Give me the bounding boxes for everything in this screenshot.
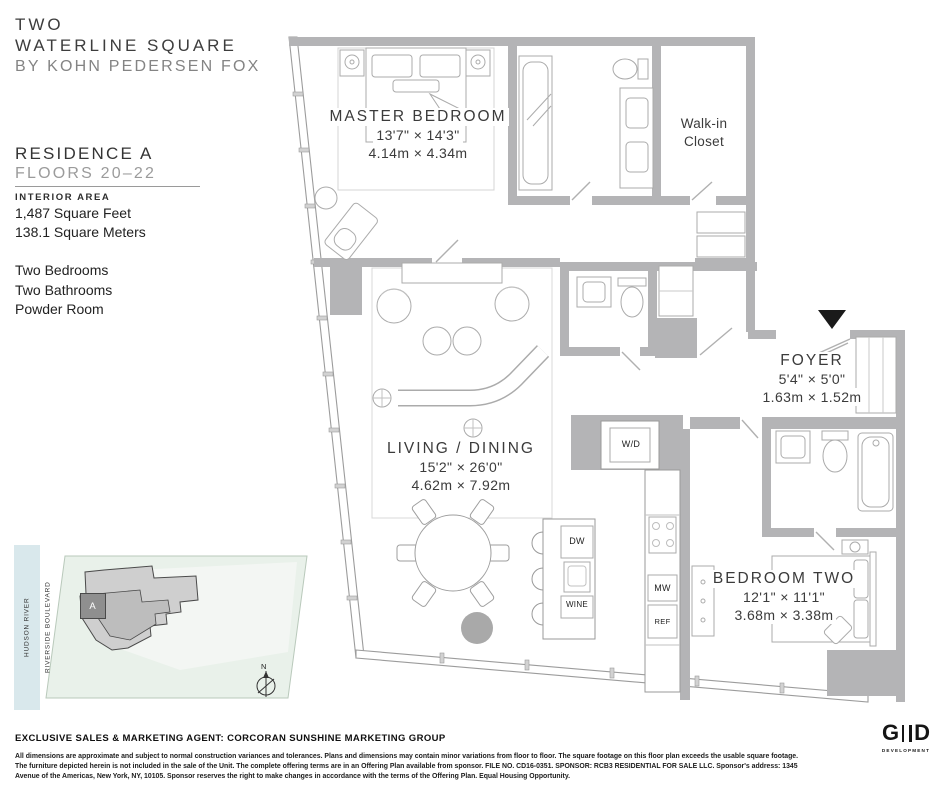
brand-line1: TWO [15,15,64,34]
window-wall-bottom [356,650,868,702]
powder-room-fixtures [577,277,646,317]
feature-list [15,261,112,320]
bedroom-two-dims-imperial: 12'1" × 11'1" [740,588,828,606]
structural-column [461,612,493,644]
appliance-column [645,470,680,692]
washer-dryer-tag: W/D [621,439,641,449]
unit-a-marker: A [80,593,106,619]
residence-title: RESIDENCE A [15,144,154,163]
gid-development-logo [872,720,940,753]
brand-line2: WATERLINE SQUARE [15,36,237,55]
master-bedroom-name: MASTER BEDROOM [327,108,510,126]
residence-floors: FLOORS 20–22 [15,165,157,182]
microwave-tag: MW [654,583,671,593]
living-sofa [398,351,543,398]
living-dining-dims-imperial: 15'2" × 26'0" [416,458,505,476]
logo-subtitle: DEVELOPMENT [881,748,931,753]
logo-bar-icon [909,725,912,742]
wine-cooler-tag: WINE [565,600,589,609]
interior-area-label: INTERIOR AREA [15,192,111,203]
walk-in-closet-label [658,115,750,151]
disclaimer-line1: All dimensions are approximate and subject to normal construction variances and tolerances. Plans and dimensions may contain minor variations from floor to floor. The square footage on this floor plan exceeds the usable square footage. [15,753,799,760]
feature-bathrooms: Two Bathrooms [15,281,113,298]
riverside-boulevard-label-wrap [42,545,54,710]
walk-in-line1: Walk-in [678,115,731,133]
master-bedroom-label [308,108,528,162]
sales-agent-line: EXCLUSIVE SALES & MARKETING AGENT: CORCORAN SUNSHINE MARKETING GROUP [15,733,446,744]
master-bath-fixtures [519,56,653,190]
dishwasher-tag: DW [569,536,585,546]
bedroom-two-name: BEDROOM TWO [710,570,858,588]
foyer-label [737,352,887,406]
disclaimer-line2: The furniture depicted herein is not included in the sale of the Unit. The complete offering terms are in an Offering Plan available from sponsor. FILE NO. CD16-0351. SPONSOR: RCB3 RESIDENTIAL FOR SALE LLC. Sponsor's address: 1345 [15,762,798,770]
living-dining-name: LIVING / DINING [384,440,538,458]
brand-block [15,14,261,77]
dining-table [397,498,509,644]
bath-two-fixtures [776,431,893,511]
walk-in-line2: Closet [681,133,727,151]
master-bedroom-dims-metric: 4.14m × 4.34m [366,144,471,162]
foyer-dims-metric: 1.63m × 1.52m [760,388,865,406]
site-plan [46,556,307,698]
hudson-river-strip [14,545,40,710]
refrigerator-tag: REF [654,617,671,626]
divider-rule [15,186,200,187]
living-dining-dims-metric: 4.62m × 7.92m [409,476,514,494]
entry-arrow-icon [818,310,846,329]
disclaimer-line3: Avenue of the Americas, New York, NY, 10105. Sponsor reserves the right to make changes in accordance with the terms of the Offering Plan. Equal Housing Opportunity. [15,772,571,780]
area-square-feet: 1,487 Square Feet [15,205,131,221]
living-dining-label [341,440,581,494]
master-bedroom-dims-imperial: 13'7" × 14'3" [373,126,462,144]
hudson-river-label: HUDSON RIVER [23,597,31,658]
brand-line3: BY KOHN PEDERSEN FOX [15,58,261,75]
area-square-meters: 138.1 Square Meters [15,224,146,240]
bedroom-two-label [678,570,890,624]
bedroom-two-dims-metric: 3.68m × 3.38m [732,606,837,624]
logo-bar-icon [902,725,905,742]
logo-letter-g: G [881,720,900,745]
logo-letter-d: D [914,720,930,745]
foyer-dims-imperial: 5'4" × 5'0" [776,370,849,388]
disclaimer-text [15,752,937,781]
foyer-name: FOYER [777,352,846,370]
feature-bedrooms: Two Bedrooms [15,262,109,278]
compass-north-label: N [261,662,267,671]
feature-powder-room: Powder Room [15,301,104,317]
riverside-boulevard-label: RIVERSIDE BOULEVARD [44,581,52,674]
